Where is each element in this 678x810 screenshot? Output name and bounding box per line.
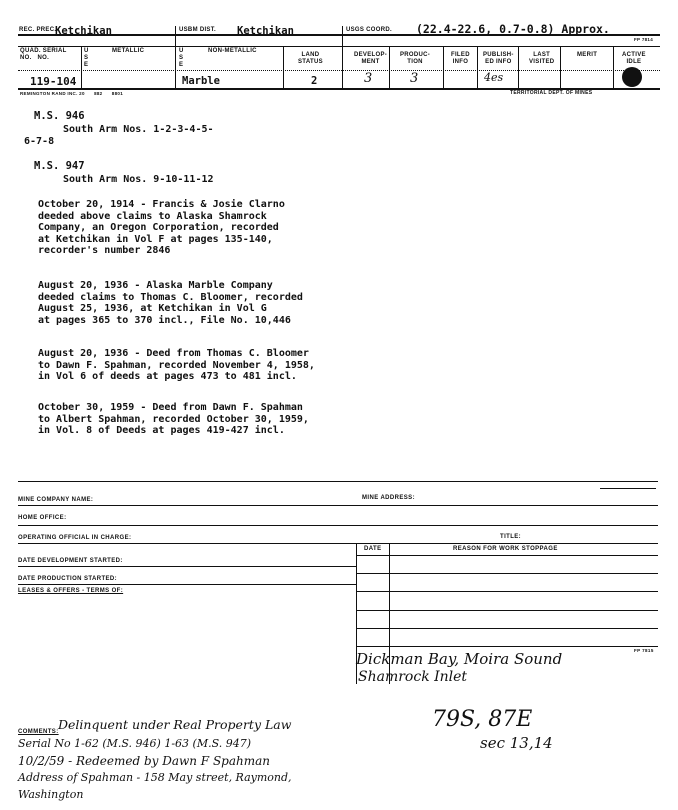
comments-label: COMMENTS: xyxy=(18,729,59,735)
printer-imprint: REMINGTON RAND INC. 20 882 8801 xyxy=(20,91,123,96)
quad-serial-label: QUAD. SERIAL NO. NO. xyxy=(20,48,67,61)
ms946-title: M.S. 946 xyxy=(34,110,85,122)
date-production-started-label: DATE PRODUCTION STARTED: xyxy=(18,576,118,582)
last-visited-label: LAST VISITED xyxy=(529,52,555,65)
filed-info-label: FILED INFO xyxy=(451,52,470,65)
published-info-label: PUBLISH- ED INFO xyxy=(483,52,514,65)
deed-record-1936-b: August 20, 1936 - Deed from Thomas C. Bloomer to Dawn F. Spahman, recorded November 4, 1958, in Vol 6 of deeds at pages 473 to 481 incl. xyxy=(38,348,315,382)
quad-serial-value: 119-104 xyxy=(30,75,77,88)
leases-offers-label: LEASES & OFFERS - TERMS OF: xyxy=(18,588,124,594)
deed-record-1936-a: August 20, 1936 - Alaska Marble Company deeded claims to Thomas C. Bloomer, recorded August 25, 1936, at Ketchikan in Vol G at pages 365 to 370 incl., File No. 10,446 xyxy=(38,280,303,326)
active-status-dot xyxy=(622,67,642,87)
ms947-line1: South Arm Nos. 9-10-11-12 xyxy=(63,174,214,185)
comment-line-3: 10/2/59 - Redeemed by Dawn F Spahman xyxy=(18,754,270,768)
non-metallic-value: Marble xyxy=(182,75,220,87)
date-development-started-label: DATE DEVELOPMENT STARTED: xyxy=(18,558,123,564)
non-metallic-label: NON-METALLIC xyxy=(208,48,257,54)
development-label: DEVELOP- MENT xyxy=(354,52,388,65)
development-value: 3 xyxy=(364,71,373,86)
reason-column-label: REASON FOR WORK STOPPAGE xyxy=(453,546,558,552)
rec-prec-value: Ketchikan xyxy=(55,25,112,37)
form-number-top: FP 7814 xyxy=(634,37,654,42)
comment-line-5: Washington xyxy=(18,788,84,801)
ms946-line1: South Arm Nos. 1-2-3-4-5- xyxy=(63,124,214,135)
date-column-label: DATE xyxy=(364,546,382,552)
department-imprint: TERRITORIAL DEPT. OF MINES xyxy=(510,90,593,96)
home-office-label: HOME OFFICE: xyxy=(18,515,67,521)
usbm-dist-label: USBM DIST. xyxy=(179,27,217,33)
production-value: 3 xyxy=(410,71,419,86)
use-marker-nonmetallic: U S E xyxy=(179,48,184,68)
comment-line-4: Address of Spahman - 158 May street, Raymond, xyxy=(18,771,292,784)
location-handwriting-2: Shamrock Inlet xyxy=(358,669,468,685)
mine-address-label: MINE ADDRESS: xyxy=(362,495,415,501)
merit-label: MERIT xyxy=(577,52,598,58)
ms947-title: M.S. 947 xyxy=(34,160,85,172)
land-status-label: LAND STATUS xyxy=(298,52,323,65)
production-label: PRODUC- TION xyxy=(400,52,431,65)
location-handwriting-1: Dickman Bay, Moira Sound xyxy=(356,650,563,668)
metallic-label: METALLIC xyxy=(112,48,145,54)
rec-prec-label: REC. PREC. xyxy=(19,27,57,33)
township-range-handwriting: 79S, 87E xyxy=(432,707,533,732)
usgs-coord-value: (22.4-22.6, 0.7-0.8) Approx. xyxy=(416,22,610,36)
usbm-dist-value: Ketchikan xyxy=(237,25,294,37)
land-status-value: 2 xyxy=(311,75,318,87)
ms946-line2: 6-7-8 xyxy=(24,136,55,147)
mine-company-name-label: MINE COMPANY NAME: xyxy=(18,497,94,503)
usgs-coord-label: USGS COORD. xyxy=(346,27,392,33)
active-idle-label: ACTIVE IDLE xyxy=(622,52,646,65)
title-label: TITLE: xyxy=(500,534,522,540)
published-info-value: 4es xyxy=(484,71,504,84)
use-marker-metallic: U S E xyxy=(84,48,89,68)
comment-line-1: Delinquent under Real Property Law xyxy=(58,717,292,732)
form-number-bottom: FP 7815 xyxy=(634,648,654,653)
deed-record-1959: October 30, 1959 - Deed from Dawn F. Spahman to Albert Spahman, recorded October 30, 1959, in Vol. 8 of Deeds at pages 419-427 incl. xyxy=(38,402,309,436)
comment-line-2: Serial No 1-62 (M.S. 946) 1-63 (M.S. 947) xyxy=(18,737,252,750)
deed-record-1914: October 20, 1914 - Francis & Josie Clarno deeded above claims to Alaska Shamrock Company, an Oregon Corporation, recorded at Ketchikan in Vol F at pages 135-140, recorder's number 2846 xyxy=(38,199,285,256)
operating-official-label: OPERATING OFFICIAL IN CHARGE: xyxy=(18,535,132,541)
section-handwriting: sec 13,14 xyxy=(480,734,553,752)
